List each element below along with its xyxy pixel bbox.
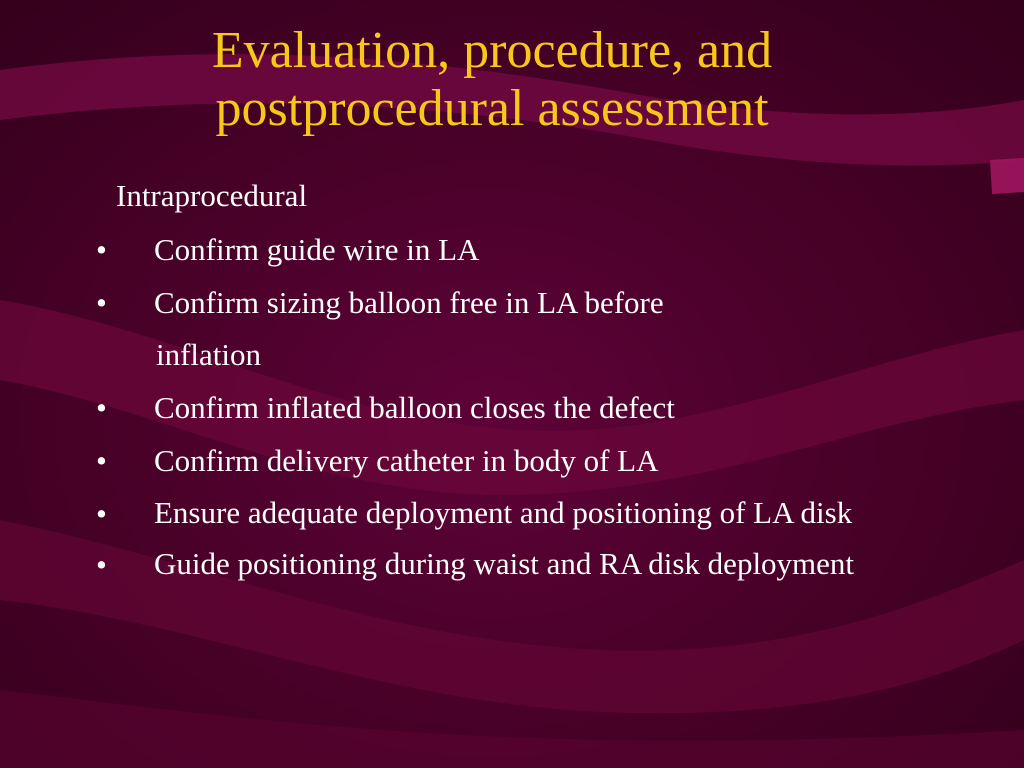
bullet-icon: • xyxy=(96,390,107,425)
swoosh-right-tab xyxy=(990,158,1024,194)
slide-title xyxy=(62,22,922,138)
bullet-item xyxy=(96,228,936,272)
bullet-list xyxy=(96,228,936,594)
bullet-item xyxy=(96,386,936,430)
bullet-text: Confirm inflated balloon closes the defect xyxy=(154,390,675,425)
bullet-icon: • xyxy=(96,547,107,582)
bullet-continuation-text: inflation xyxy=(156,337,262,372)
bullet-item xyxy=(96,492,936,534)
bullet-item xyxy=(96,439,936,483)
section-label: Intraprocedural xyxy=(116,178,308,213)
bullet-icon: • xyxy=(96,232,107,267)
bullet-icon: • xyxy=(96,443,107,478)
bullet-icon: • xyxy=(96,285,107,320)
bullet-item xyxy=(96,281,936,377)
bullet-text: Confirm delivery catheter in body of LA xyxy=(154,443,659,478)
bullet-text: Confirm sizing balloon free in LA before xyxy=(154,285,664,320)
bullet-text: Ensure adequate deployment and positioning of LA disk xyxy=(154,495,853,530)
bullet-text: Guide positioning during waist and RA disk deployment xyxy=(154,546,855,581)
bullet-item xyxy=(96,543,936,585)
bullet-text: Confirm guide wire in LA xyxy=(154,232,480,267)
slide-title-line-2: postprocedural assessment xyxy=(215,80,769,137)
bullet-icon: • xyxy=(96,496,107,531)
slide-title-line-1: Evaluation, procedure, and xyxy=(211,22,773,79)
